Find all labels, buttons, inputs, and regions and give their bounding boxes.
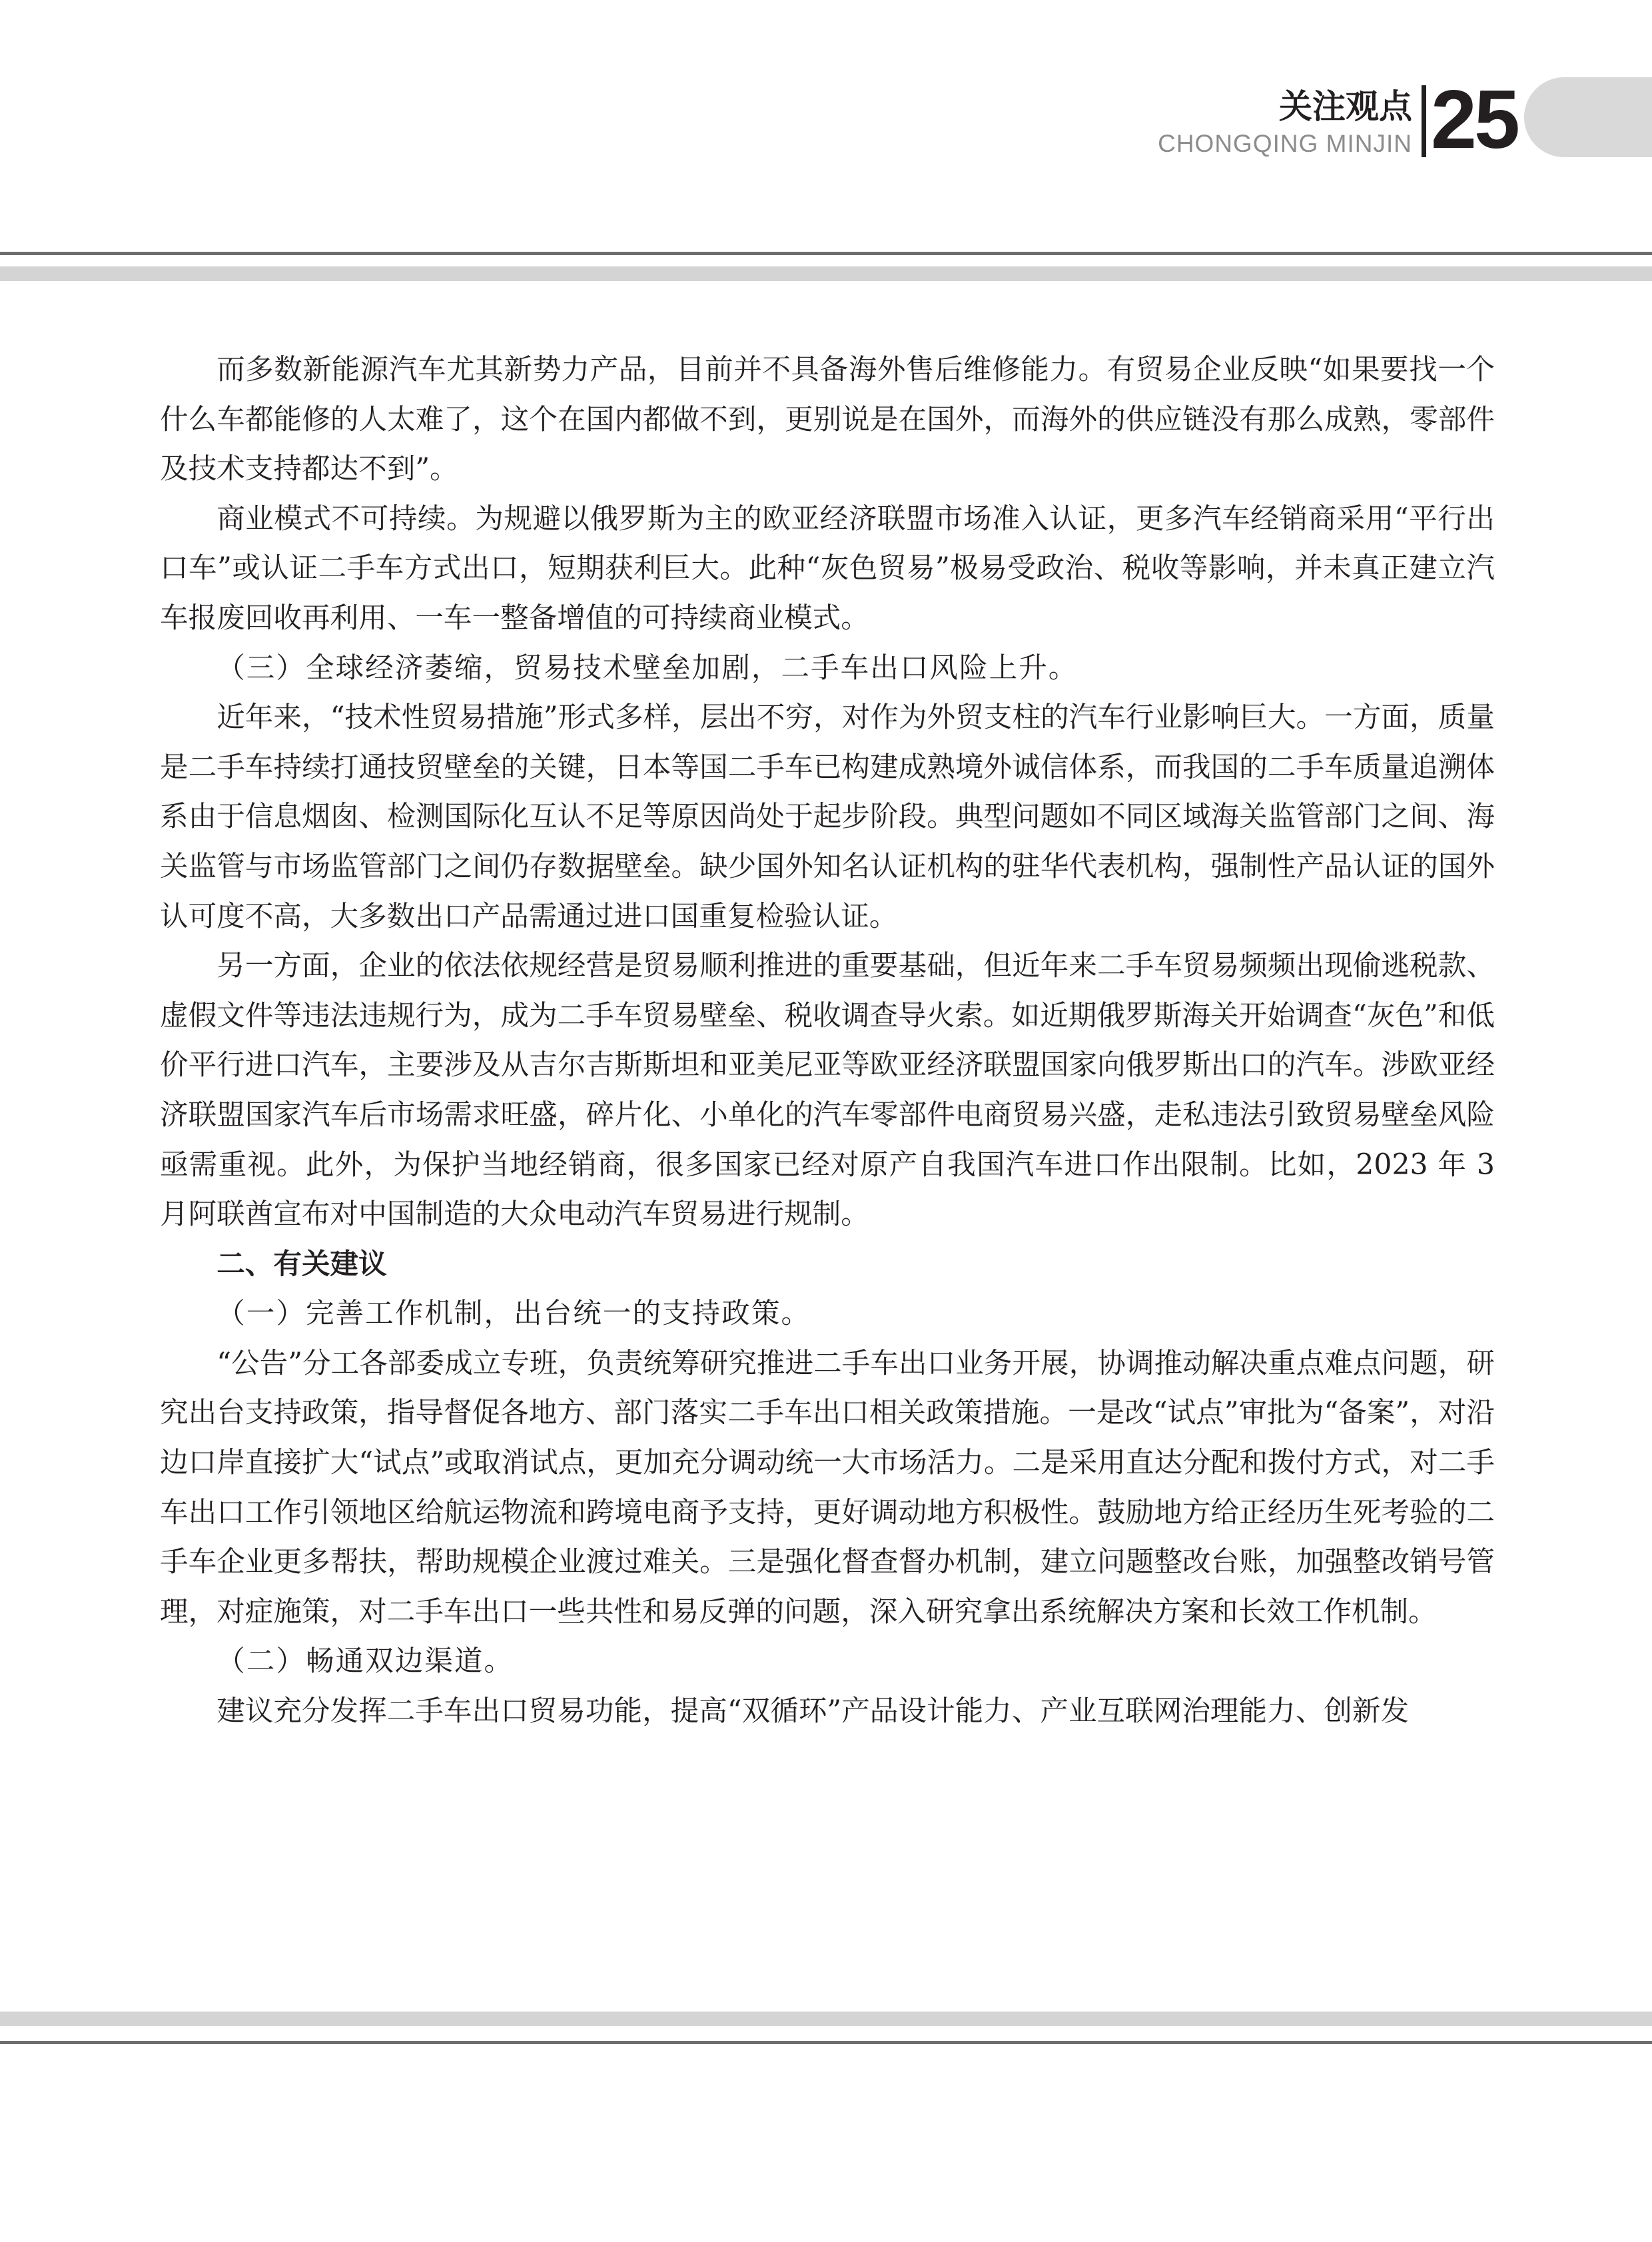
magazine-name: CHONGQING MINJIN xyxy=(1158,130,1412,157)
article-body xyxy=(160,345,1495,1736)
bottom-rule-light xyxy=(0,2012,1652,2026)
paragraph-bilateral-channels: 建议充分发挥二手车出口贸易功能，提高“双循环”产品设计能力、产业互联网治理能力、创新发 xyxy=(216,1694,1410,1728)
top-rule-light xyxy=(0,266,1652,281)
subheading-bilateral-channels: （二）畅通双边渠道。 xyxy=(216,1645,514,1679)
subheading-work-mechanism: （一）完善工作机制，出台统一的支持政策。 xyxy=(216,1297,811,1331)
page-number: 25 xyxy=(1431,74,1517,166)
bottom-rule-dark xyxy=(0,2041,1652,2044)
section-heading-suggestions: 二、有关建议 xyxy=(216,1247,387,1281)
paragraph-business-model: 商业模式不可持续。为规避以俄罗斯为主的欧亚经济联盟市场准入认证，更多汽车经销商采用“平行出口车”或认证二手车方式出口，短期获利巨大。此种“灰色贸易”极易受政治、税收等影响，并未真正建立汽车报废回收再利用、一车一整备增值的可持续商业模式。 xyxy=(160,502,1495,635)
paragraph-compliance: 另一方面，企业的依法依规经营是贸易顺利推进的重要基础，但近年来二手车贸易频频出现偷逃税款、虚假文件等违法违规行为，成为二手车贸易壁垒、税收调查导火索。如近期俄罗斯海关开始调查“灰色”和低价平行进口汽车，主要涉及从吉尔吉斯斯坦和亚美尼亚等欧亚经济联盟国家向俄罗斯出口的汽车。涉欧亚经济联盟国家汽车后市场需求旺盛，碎片化、小单化的汽车零部件电商贸易兴盛，走私违法引致贸易壁垒风险亟需重视。此外，为保护当地经销商，很多国家已经对原产自我国汽车进口作出限制。比如，2023 年 3 月阿联酋宣布对中国制造的大众电动汽车贸易进行规制。 xyxy=(160,949,1495,1232)
subheading-trade-barriers: （三）全球经济萎缩，贸易技术壁垒加剧，二手车出口风险上升。 xyxy=(216,651,1078,685)
paragraph-technical-barriers: 近年来，“技术性贸易措施”形式多样，层出不穷，对作为外贸支柱的汽车行业影响巨大。一方面，质量是二手车持续打通技贸壁垒的关键，日本等国二手车已构建成熟境外诚信体系，而我国的二手车质量追溯体系由于信息烟囱、检测国际化互认不足等原因尚处于起步阶段。典型问题如不同区域海关监管部门之间、海关监管与市场监管部门之间仍存数据壁垒。缺少国外知名认证机构的驻华代表机构，强制性产品认证的国外认可度不高，大多数出口产品需通过进口国重复检验认证。 xyxy=(160,701,1495,933)
top-rule-dark xyxy=(0,252,1652,255)
paragraph-work-mechanism: “公告”分工各部委成立专班，负责统筹研究推进二手车出口业务开展，协调推动解决重点难点问题，研究出台支持政策，指导督促各地方、部门落实二手车出口相关政策措施。一是改“试点”审批为“备案”，对沿边口岸直接扩大“试点”或取消试点，更加充分调动统一大市场活力。二是采用直达分配和拨付方式，对二手车出口工作引领地区给航运物流和跨境电商予支持，更好调动地方积极性。鼓励地方给正经历生死考验的二手车企业更多帮扶，帮助规模企业渡过难关。三是强化督查督办机制，建立问题整改台账，加强整改销号管理，对症施策，对二手车出口一些共性和易反弹的问题，深入研究拿出系统解决方案和长效工作机制。 xyxy=(160,1346,1495,1629)
paragraph-after-sales: 而多数新能源汽车尤其新势力产品，目前并不具备海外售后维修能力。有贸易企业反映“如果要找一个什么车都能修的人太难了，这个在国内都做不到，更别说是在国外，而海外的供应链没有那么成熟，零部件及技术支持都达不到”。 xyxy=(160,353,1495,486)
section-title: 关注观点 xyxy=(1279,87,1412,126)
header-divider xyxy=(1422,85,1426,157)
page-tab-decoration xyxy=(1524,77,1652,157)
